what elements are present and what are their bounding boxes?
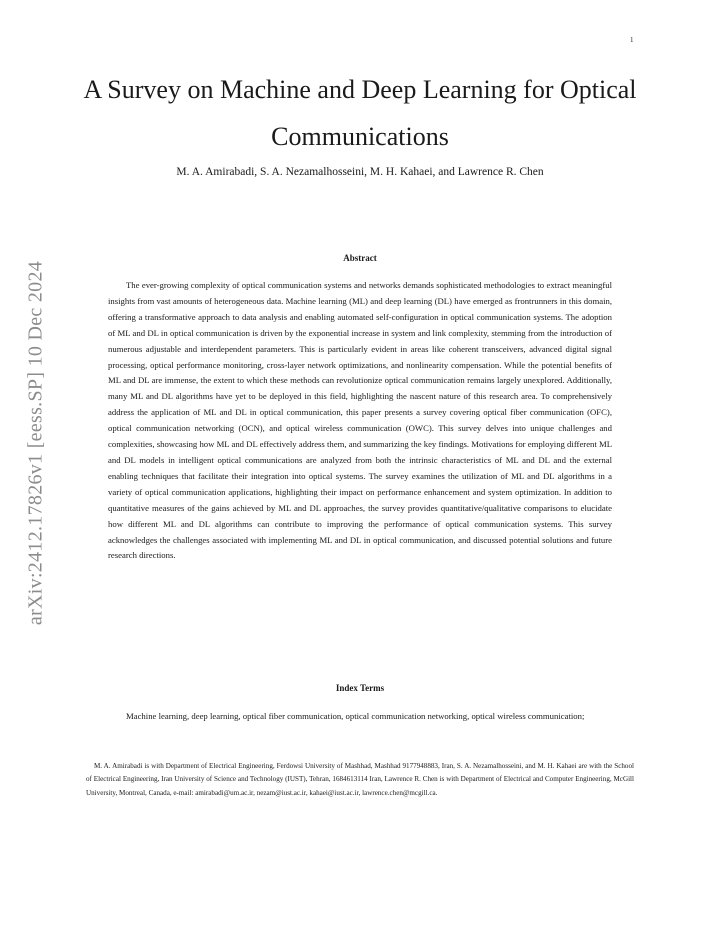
author-affiliation-footnote: M. A. Amirabadi is with Department of Electrical Engineering, Ferdowsi University of Mashhad, Mashhad 9177948883, Iran, S. A. Nezamalhosseini, and M. H. Kahaei are with the School of Electrical Engineering, Iran University of Science and Technology (IUST), Tehran, 1684613114 Iran, Lawrence R. Chen is with Department of Electrical and Computer Engineering, McGill University, Montreal, Canada, e-mail: amirabadi@um.ac.ir, nezam@iust.ac.ir, kahaei@iust.ac.ir, lawrence.chen@mcgill.ca. (86, 762, 634, 797)
arxiv-identifier-stamp: arXiv:2412.17826v1 [eess.SP] 10 Dec 2024 (24, 260, 47, 626)
abstract-heading: Abstract (343, 253, 377, 263)
page-number: 1 (630, 36, 634, 44)
author-list: M. A. Amirabadi, S. A. Nezamalhosseini, M. H. Kahaei, and Lawrence R. Chen (176, 166, 544, 178)
paper-title: A Survey on Machine and Deep Learning for Optical Communications (83, 75, 637, 151)
index-terms-heading: Index Terms (335, 683, 385, 693)
abstract-text: The ever-growing complexity of optical communication systems and networks demands sophisticated methodologies to extract meaningful insights from vast amounts of heterogeneous data. Machine learning (ML) and deep learning (DL) have emerged as frontrunners in this domain, offering a transformative approach to data analysis and enabling automated self-configuration in optical communication systems. The adoption of ML and DL in optical communication is driven by the exponential increase in system and link complexity, stemming from the introduction of numerous adjustable and interdependent parameters. This is particularly evident in areas like coherent transceivers, advanced digital signal processing, optical performance monitoring, cross-layer network optimizations, and nonlinearity compensation. While the potential benefits of ML and DL are immense, the extent to which these methods can revolutionize optical communication remains largely unexplored. Additionally, many ML and DL algorithms have yet to be deployed in this field, highlighting the nascent nature of this research area. To comprehensively address the application of ML and DL in optical communication, this paper presents a survey covering optical fiber communication (OFC), optical communication networking (OCN), and optical wireless communication (OWC). This survey delves into unique challenges and complexities, showcasing how ML and DL effectively address them, and summarizing the key findings. Motivations for employing different ML and DL models in intelligent optical communications are analyzed from both the intrinsic characteristics of ML and DL and the external enabling techniques that facilitate their integration into optical systems. The survey examines the utilization of ML and DL algorithms in a variety of optical communication applications, highlighting their impact on performance enhancement and system optimization. In addition to quantitative measures of the gains achieved by ML and DL approaches, the survey provides quantitative/qualitative comparisons to elucidate how different ML and DL algorithms can contribute to improving the performance of optical communication systems. This survey acknowledges the challenges associated with implementing ML and DL in optical communication, and discussed potential solutions and future research directions. (108, 280, 613, 561)
index-terms-text: Machine learning, deep learning, optical fiber communication, optical communication networking, optical wireless communication; (126, 711, 585, 721)
